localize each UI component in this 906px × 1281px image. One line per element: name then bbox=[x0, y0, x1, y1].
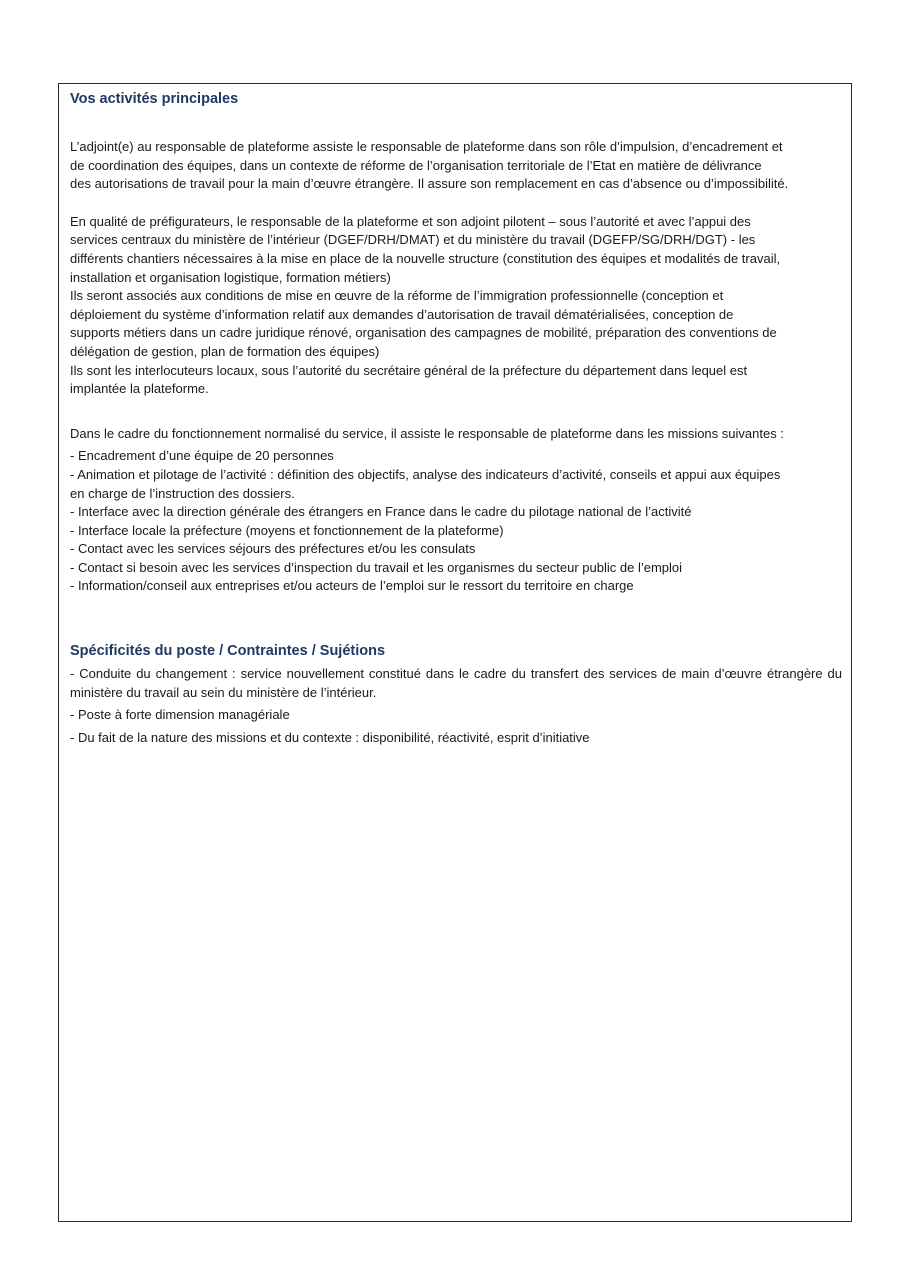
mission-item: - Interface locale la préfecture (moyens et fonctionnement de la plateforme) bbox=[70, 522, 504, 538]
specificite-item: - Poste à forte dimension managériale bbox=[70, 707, 290, 723]
specificites-list bbox=[70, 665, 842, 747]
text-line: déploiement du système d’information relatif aux demandes d’autorisation de travail dématérialisées, conception de bbox=[70, 306, 734, 322]
text-line: de coordination des équipes, dans un contexte de réforme de l’organisation territoriale de l’Etat en matière de délivrance bbox=[70, 157, 762, 173]
specificite-item: - Du fait de la nature des missions et du contexte : disponibilité, réactivité, esprit d’initiative bbox=[70, 729, 590, 745]
text-line: des autorisations de travail pour la main d’œuvre étrangère. Il assure son remplacement en cas d’absence ou d’impossibilité. bbox=[70, 176, 789, 192]
text-line: implantée la plateforme. bbox=[70, 381, 209, 397]
section-heading-activites: Vos activités principales bbox=[70, 91, 239, 107]
section-heading-specificites: Spécificités du poste / Contraintes / Sujétions bbox=[70, 643, 386, 660]
mission-item: - Interface avec la direction générale des étrangers en France dans le cadre du pilotage national de l’activité bbox=[70, 504, 692, 520]
text-line: En qualité de préfigurateurs, le responsable de la plateforme et son adjoint pilotent – sous l’autorité et avec l’appui des bbox=[70, 213, 751, 229]
text-line: installation et organisation logistique, formation métiers) bbox=[70, 269, 391, 285]
text-line: L’adjoint(e) au responsable de plateforme assiste le responsable de plateforme dans son rôle d’impulsion, d’encadrement et bbox=[70, 139, 783, 154]
mission-item: - Information/conseil aux entreprises et/ou acteurs de l’emploi sur le ressort du territoire en charge bbox=[70, 578, 634, 594]
paragraph-role bbox=[70, 138, 842, 194]
mission-item: - Animation et pilotage de l’activité : définition des objectifs, analyse des indicateurs d’activité, conseils et appui aux équipes bbox=[70, 466, 781, 482]
text-line: services centraux du ministère de l’intérieur (DGEF/DRH/DMAT) et du ministère du travail (DGEFP/SG/DRH/DGT) - les bbox=[70, 232, 756, 248]
mission-item: - Contact si besoin avec les services d’inspection du travail et les organismes du secteur public de l’emploi bbox=[70, 559, 683, 575]
missions-intro: Dans le cadre du fonctionnement normalisé du service, il assiste le responsable de plateforme dans les missions suivantes : bbox=[70, 425, 784, 441]
mission-item: - Encadrement d’une équipe de 20 personnes bbox=[70, 448, 334, 464]
text-line: différents chantiers nécessaires à la mise en place de la nouvelle structure (constitution des équipes et modalités de travail, bbox=[70, 250, 781, 266]
mission-item: en charge de l’instruction des dossiers. bbox=[70, 485, 295, 501]
text-line: Ils sont les interlocuteurs locaux, sous l’autorité du secrétaire général de la préfecture du département dans lequel est bbox=[70, 362, 748, 378]
text-line: délégation de gestion, plan de formation des équipes) bbox=[70, 343, 380, 359]
specificite-item: - Conduite du changement : service nouvellement constitué dans le cadre du transfert des services de main d’œuvre étrangère du ministère du travail au sein du ministère de l’intérieur. bbox=[70, 666, 842, 700]
text-line: Ils seront associés aux conditions de mise en œuvre de la réforme de l’immigration professionnelle (conception et bbox=[70, 288, 724, 304]
paragraph-missions bbox=[70, 425, 842, 596]
mission-item: - Contact avec les services séjours des préfectures et/ou les consulats bbox=[70, 541, 476, 557]
text-line: supports métiers dans un cadre juridique rénové, organisation des campagnes de mobilité, préparation des conventions de bbox=[70, 325, 777, 341]
paragraph-prefigurateurs bbox=[70, 213, 842, 399]
document-body bbox=[70, 90, 842, 747]
